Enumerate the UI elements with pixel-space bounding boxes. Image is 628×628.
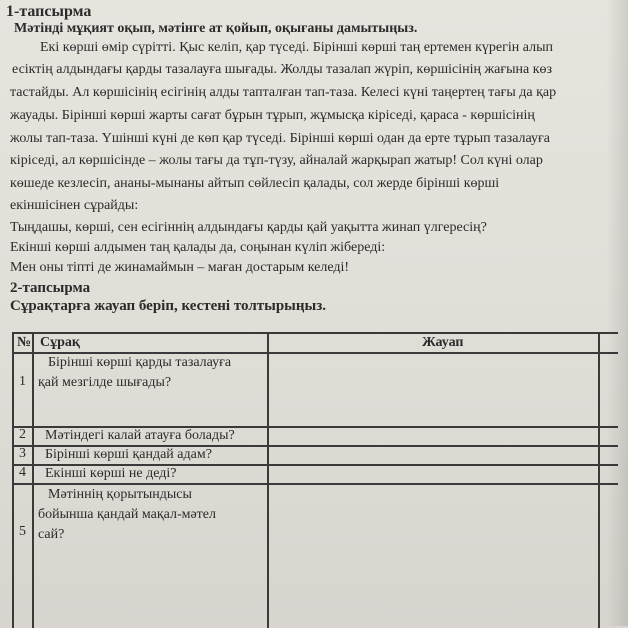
header-number: № xyxy=(17,335,32,350)
header-answer: Жауап xyxy=(422,335,464,350)
row-number: 2 xyxy=(19,427,26,442)
row-number: 3 xyxy=(19,446,26,461)
answer-cell[interactable] xyxy=(274,427,594,444)
paragraph-line: жолы тап-таза. Үшінші күні де көп қар түседі. Бірінші көрші одан да ерте тұрып тазалауға xyxy=(10,131,550,146)
row-question-line: бойынша қандай мақал-мәтел xyxy=(38,507,217,522)
table-column-divider xyxy=(598,334,600,628)
answer-cell[interactable] xyxy=(274,354,594,424)
answer-cell[interactable] xyxy=(274,486,594,606)
paragraph-line: Екі көрші өмір сүрітті. Қыс келіп, қар түседі. Бірінші көрші таң ертемен күрегін алып xyxy=(40,40,553,55)
dialogue-line: Мен оны тіпті де жинамаймын – маған достарым келеді! xyxy=(10,260,350,275)
row-question-line: Бірінші көрші қандай адам? xyxy=(45,447,212,462)
row-number: 4 xyxy=(19,465,26,480)
paragraph-line: тастайды. Ал көршісінің есігінің алды тапталған тап-таза. Келесі күні таңертең тағы да қар xyxy=(10,85,557,100)
task1-title: Мәтінді мұқият оқып, мәтінге ат қойып, оқығаны дамытыңыз. xyxy=(14,21,418,36)
table-column-divider xyxy=(32,334,34,628)
task1-number: 1-тапсырма xyxy=(6,3,92,20)
row-question-line: Мәтіннің қорытындысы xyxy=(48,487,192,502)
row-question-line: Бірінші көрші қарды тазалауға xyxy=(48,355,232,370)
dialogue-line: Тыңдашы, көрші, сен есігіннің алдындағы қарды қай уақытта жинап үлгересің? xyxy=(10,220,487,235)
paragraph-line: кіріседі, ал көршісінде – жолы тағы да тұп-түзу, айналай жарқырап жатыр! Сол күні олар xyxy=(10,153,543,168)
answer-cell[interactable] xyxy=(274,446,594,463)
dialogue-line: Екінші көрші алдымен таң қалады да, соңынан күліп жібереді: xyxy=(10,240,386,255)
paragraph-line: жауады. Бірінші көрші жарты сағат бұрын тұрып, жұмысқа кіріседі, қараса - көршісінің xyxy=(10,108,535,123)
paragraph-line: есіктің алдындағы қарды тазалауға шығады. Жолды тазалап жүріп, көршісінің жағына көз xyxy=(12,62,553,77)
header-question: Сұрақ xyxy=(40,335,80,350)
row-question-line: Екінші көрші не деді? xyxy=(45,466,177,481)
task2-number: 2-тапсырма xyxy=(10,280,91,296)
row-question-line: қай мезгілде шығады? xyxy=(38,375,172,390)
paragraph-line: көшеде кезлесіп, ананы-мынаны айтып сөйлесіп қалады, сол жерде бірінші көрші xyxy=(10,176,500,191)
task2-title: Сұрақтарға жауап беріп, кестені толтырыңыз. xyxy=(10,298,327,314)
table-row-divider xyxy=(14,483,618,485)
row-question-line: сай? xyxy=(38,527,65,542)
paragraph-line: екіншісінен сұрайды: xyxy=(10,198,139,213)
table-column-divider xyxy=(267,334,269,628)
row-number: 1 xyxy=(19,374,26,389)
answer-table xyxy=(12,332,618,628)
answer-cell[interactable] xyxy=(274,465,594,482)
row-number: 5 xyxy=(19,524,26,539)
row-question-line: Мәтіндегі калай атауға болады? xyxy=(45,428,235,443)
